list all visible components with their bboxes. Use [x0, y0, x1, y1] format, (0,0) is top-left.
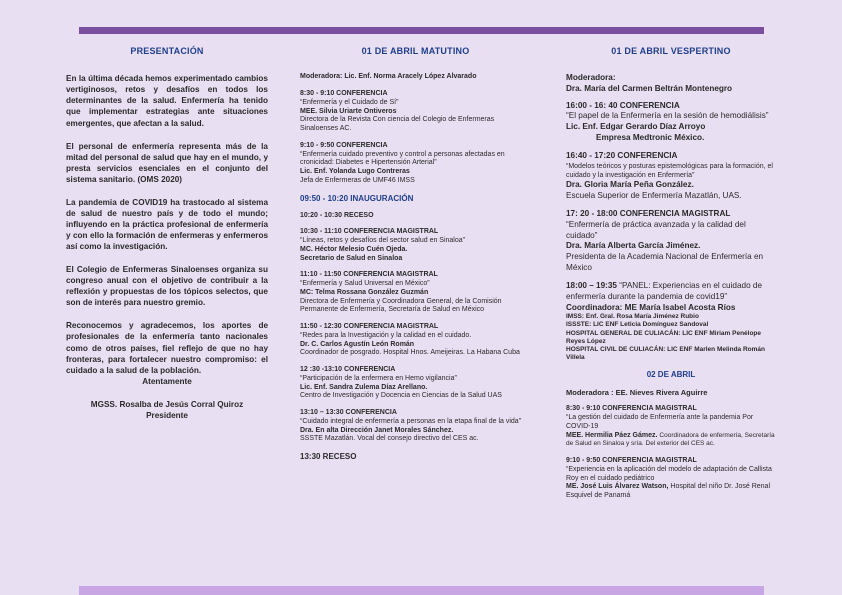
bottom-decorative-bar — [79, 586, 764, 595]
session-speaker: Lic. Enf. Sandra Zulema Díaz Arellano. — [300, 383, 428, 391]
session-item — [300, 409, 531, 444]
session-affiliation: SSSTE Mazatlán. Vocal del consejo directivo del CES ac. — [300, 435, 479, 443]
day2-subheading: 02 DE ABRIL — [646, 370, 696, 379]
signer-title: Presidente — [146, 410, 188, 420]
session-affiliation: Coordinador de posgrado. Hospital Hnos. Ameijeiras. La Habana Cuba — [300, 349, 520, 357]
session-time: 9:10 - 9:50 CONFERENCIA MAGISTRAL — [566, 457, 697, 465]
afternoon-heading: 01 DE ABRIL VESPERTINO — [611, 46, 731, 56]
session-item — [566, 101, 776, 144]
moderator-name: Dra. María del Carmen Beltrán Montenegro — [566, 83, 733, 93]
session-speaker-line — [566, 483, 776, 501]
session-speaker: MEE. Hermilia Páez Gámez. — [566, 431, 658, 439]
session-speaker: ME. José Luis Álvarez Watson, — [566, 483, 669, 491]
afternoon-moderator — [566, 73, 776, 94]
session-title: “Participación de la enfermera en Hemo vigilancia” — [300, 374, 457, 382]
session-affiliation: Jefa de Enfermeras de UMF46 IMSS — [300, 176, 415, 184]
top-decorative-bar — [79, 27, 764, 34]
session-time: 8:30 - 9:10 CONFERENCIA MAGISTRAL — [566, 405, 697, 413]
session-speaker: MC: Telma Rossana González Guzmán — [300, 288, 429, 296]
break-slot-2: 13:30 RECESO — [300, 452, 357, 461]
session-item — [300, 366, 531, 401]
session-affiliation: Directora de la Revista Con ciencia del Colegio de Enfermeras Sinaloenses AC. — [300, 116, 495, 132]
session-affiliation: Directora de Enfermería y Coordinadora General, de la Comisión Permanente de Enfermería, Secretaría de Salud en México — [300, 297, 502, 314]
session-item — [566, 151, 776, 201]
inauguration-slot: 09:50 - 10:20 INAUGURACIÓN — [300, 193, 414, 203]
session-time: 10:30 - 11:10 CONFERENCIA MAGISTRAL — [300, 228, 439, 236]
session-speaker: MC. Héctor Melesio Cuén Ojeda. — [300, 245, 408, 253]
session-title: “Líneas, retos y desafíos del sector salud en Sinaloa” — [300, 237, 465, 244]
presentation-heading: PRESENTACIÓN — [130, 46, 204, 56]
session-affiliation: Centro de Investigación y Docencia en Ciencias de la Salud UAS — [300, 392, 502, 400]
session-title: “Enfermería y Salud Universal en México” — [300, 280, 430, 287]
session-speaker: MEE. Silvia Uriarte Ontiveros — [300, 107, 397, 115]
session-title: “Enfermería cuidado preventivo y control a personas afectadas en cronicidad: Diabetes e Hipertensión Arterial” — [300, 150, 505, 167]
session-affiliation: Empresa Medtronic México. — [596, 132, 705, 142]
session-item — [566, 405, 776, 449]
panelist: HOSPITAL CIVIL DE CULIACÁN: LIC ENF Marlen Melinda Román Villela — [566, 345, 765, 361]
session-speaker: Lic. Enf. Yolanda Lugo Contreras — [300, 168, 410, 175]
session-title: “Experiencia en la aplicación del modelo de adaptación de Callista Roy en el cuidado pediátrico — [566, 465, 772, 482]
signer-name: MGSS. Rosalba de Jesús Corral Quiroz — [90, 399, 244, 409]
presentation-paragraph-3: La pandemia de COVID19 ha trastocado al sistema de salud de nuestro país y de todo el mundo; influyendo en la práctica profesional de enfermería y con ello la formación de enfermeras y enfermeros así como la investigación. — [66, 197, 268, 252]
panel-title: “PANEL: Experiencias en el cuidado de enfermería durante la pandemia de covid19” — [566, 281, 763, 301]
presentation-paragraph-5: Reconocemos y agradecemos, los aportes de profesionales de la enfermería tanto nacionales como de otros países, fiel reflejo de que no hay fronteras, para fortalecer nuestro compromiso: el cuidado a la salud de la población. — [66, 321, 268, 375]
session-item — [300, 142, 531, 186]
session-time: 17: 20 - 18:00 CONFERENCIA MAGISTRAL — [566, 209, 731, 219]
panelist: ISSSTE: LIC ENF Leticia Domínguez Sandoval — [566, 321, 709, 329]
session-time: 13:10 – 13:30 CONFERENCIA — [300, 409, 397, 416]
session-speaker: Dra. En alta Dirección Janet Morales Sánchez. — [300, 426, 454, 434]
presentation-column — [66, 46, 268, 421]
session-affiliation: Secretario de Salud en Sinaloa — [300, 254, 403, 262]
morning-moderator: Moderadora: Lic. Enf. Norma Aracely López Alvarado — [300, 73, 477, 81]
panel-coordinator: Coordinadora: ME María Isabel Acosta Ríos — [566, 302, 736, 312]
session-title: “Modelos teóricos y posturas epistemológicas para la formación, el cuidado y la investigación en Enfermería” — [566, 162, 773, 179]
session-item — [300, 271, 531, 315]
break-slot: 10:20 - 10:30 RECESO — [300, 211, 374, 219]
session-title: “La gestión del cuidado de Enfermería ante la pandemia Por COVID-19 — [566, 414, 754, 430]
session-time: 8:30 - 9:10 CONFERENCIA — [300, 90, 388, 97]
session-item — [300, 323, 531, 358]
afternoon-program-column — [566, 46, 776, 509]
day2-moderator: Moderadora : EE. Nieves Rivera Aguirre — [566, 388, 708, 397]
session-time: 9:10 - 9:50 CONFERENCIA — [300, 141, 388, 149]
session-time: 16:00 - 16: 40 CONFERENCIA — [566, 100, 680, 110]
panelist: HOSPITAL GENERAL DE CULIACÁN: LIC ENF Miriam Penélope Reyes López — [566, 329, 762, 345]
session-speaker: Dr. C. Carlos Agustín León Román — [300, 340, 415, 348]
session-title: “Enfermería y el Cuidado de Sí” — [300, 98, 399, 106]
presentation-paragraph-1: En la última década hemos experimentado cambios vertiginosos, retos y desafíos en todos los determinantes de la salud. Enfermería ha tenido que implementar estrategias ante situaciones emergentes, que afectan a la salud. — [66, 74, 268, 128]
session-item — [300, 90, 531, 134]
session-affiliation: Coordinadora de enfermería, Secretaría de Salud en Sinaloa y sría. Del exterior del CES ac. — [566, 431, 775, 448]
presentation-paragraph-2: El personal de enfermería representa más de la mitad del personal de salud que hay en el mundo, y presta servicios esenciales en el conjunto del sistema sanitario. (OMS 2020) — [66, 141, 268, 184]
closing-text: Atentamente — [142, 376, 192, 386]
session-speaker: Lic. Enf. Edgar Gerardo Díaz Arroyo — [566, 121, 706, 131]
panel-item — [566, 281, 776, 362]
presentation-paragraph-4: El Colegio de Enfermeras Sinaloenses organiza su congreso anual con el objetivo de contribuir a la reflexión y propuestas de los tópicos selectos, que son de interés para nuestro gremio. — [66, 265, 268, 308]
session-affiliation: Presidenta de la Academia Nacional de Enfermería en México — [566, 251, 764, 272]
session-item — [300, 228, 531, 263]
session-title: “Enfermería de práctica avanzada y la calidad del cuidado” — [566, 220, 746, 240]
session-item — [566, 209, 776, 273]
session-title: “Redes para la Investigación y la calidad en el cuidado. — [300, 331, 472, 339]
session-time: 11:50 - 12:30 CONFERENCIA MAGISTRAL — [300, 323, 439, 330]
session-speaker-line — [566, 432, 776, 450]
panel-time: 18:00 – 19:35 — [566, 281, 617, 291]
session-speaker: Dra. María Alberta García Jiménez. — [566, 241, 701, 251]
session-title: “El papel de la Enfermería en la sesión de hemodiálisis” — [566, 111, 769, 121]
panelist: IMSS: Enf. Gral. Rosa María Jiménez Rubio — [566, 313, 699, 321]
session-item — [566, 457, 776, 501]
session-speaker: Dra. Gloria María Peña González. — [566, 180, 694, 190]
session-time: 11:10 - 11:50 CONFERENCIA MAGISTRAL — [300, 271, 438, 279]
panel-heading — [566, 281, 776, 302]
moderator-label: Moderadora: — [566, 73, 616, 83]
morning-program-column — [300, 46, 531, 462]
session-affiliation: Escuela Superior de Enfermería Mazatlán, UAS. — [566, 190, 742, 200]
morning-heading: 01 DE ABRIL MATUTINO — [361, 46, 470, 56]
session-title: “Cuidado integral de enfermería a personas en la etapa final de la vida” — [300, 417, 522, 425]
session-affiliation: Hospital del niño Dr. José Renal Esquivel de Panamá — [566, 483, 771, 500]
session-time: 12 :30 -13:10 CONFERENCIA — [300, 366, 396, 373]
session-time: 16:40 - 17:20 CONFERENCIA — [566, 151, 678, 161]
